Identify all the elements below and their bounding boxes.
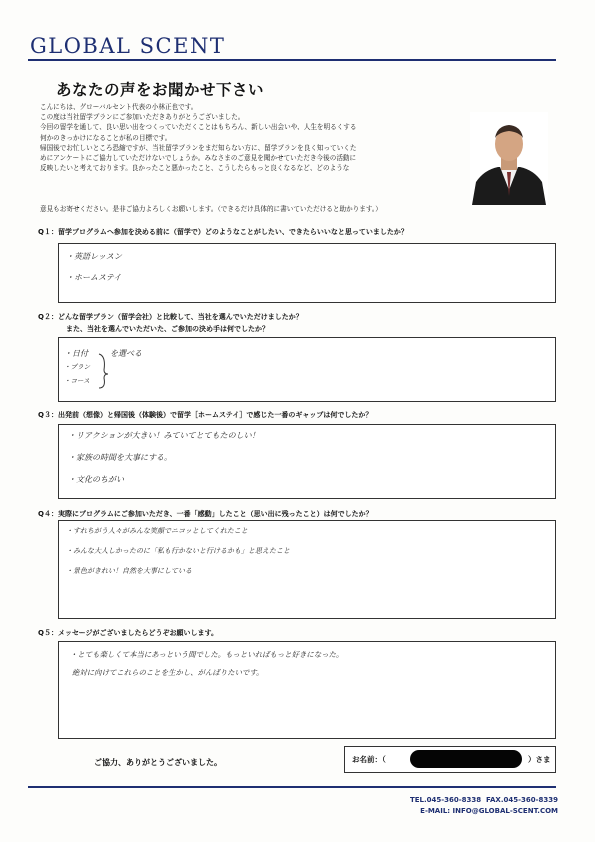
answer-4-line: ・景色がきれい！自然を大事にしている <box>66 567 192 575</box>
answer-5-line: 絶対に向けてこれらのことを生かし、がんばりたいです。 <box>72 668 264 677</box>
answer-3-line: ・文化のちがい <box>68 475 124 484</box>
answer-3-line: ・リアクションが大きい！みていてとてもたのしい！ <box>68 431 260 440</box>
intro-line: 今回の留学を通して、良い思い出をつくっていただくことはもちろん、新しい出会いや、人生を明るくする <box>40 123 357 132</box>
bottom-divider <box>28 786 556 788</box>
brace-mark <box>96 352 110 390</box>
intro-line-last: 意見もお寄せください。是非ご協力よろしくお願いします。（できるだけ具体的に書いていただけると助かります。） <box>40 205 382 213</box>
redaction-mark <box>410 750 522 768</box>
fax-number: FAX.045-360-8339 <box>486 796 558 804</box>
intro-line: 反映したいと考えております。良かったこと悪かったこと、こうしたらもっと良くなるなど、どのような <box>40 164 350 173</box>
answer-2-line: ・日付 <box>64 349 88 358</box>
answer-1-line: ・英語レッスン <box>66 252 122 261</box>
intro-line: めにアンケートにご協力していただけないでしょうか。みなさまのご意見を聞かせていただき今後の活動に <box>40 154 357 163</box>
thanks-text: ご協力、ありがとうございました。 <box>94 758 222 767</box>
answer-2-line: ・プラン <box>64 363 90 371</box>
answer-box-2 <box>58 337 556 402</box>
intro-line: こんにちは、グローバルセント代表の小林正也です。 <box>40 103 198 111</box>
page-title: あなたの声をお聞かせ下さい <box>56 81 265 99</box>
intro-line: 帰国後でお忙しいところ恐縮ですが、当社留学プランをまだ知らない方に、留学プランを良く知っていくた <box>40 143 357 152</box>
answer-4-line: ・すれちがう人々がみんな笑顔でニコッとしてくれたこと <box>66 527 248 535</box>
contact-info <box>380 795 558 817</box>
logo: GLOBAL SCENT <box>30 34 226 58</box>
portrait-photo <box>470 112 548 205</box>
answer-5-line: ・とても楽しくて本当にあっという間でした。もっといればもっと好きになった。 <box>70 650 344 659</box>
answer-3-line: ・家族の時間を大事にする。 <box>68 453 172 462</box>
intro-text <box>40 102 478 173</box>
intro-line: この度は当社留学プランにご参加いただきありがとうございました。 <box>40 113 245 122</box>
intro-line: 何かのきっかけになることが私の目標です。 <box>40 133 172 142</box>
answer-1-line: ・ホームステイ <box>66 273 122 282</box>
answer-4-line: ・みんな大人しかったのに「私も行かないと行けるかも」と思えたこと <box>66 547 290 555</box>
top-divider <box>28 59 556 61</box>
question-5: Q５：メッセージがございましたらどうぞお願いします。 <box>38 629 218 637</box>
question-4: Q４：実際にプログラムにご参加いただき、一番「感動」したこと（思い出に残ったこと）は何でしたか？ <box>38 510 373 518</box>
question-2-sub: また、当社を選んでいただいた、ご参加の決め手は何でしたか？ <box>66 325 269 333</box>
question-2: Q２：どんな留学プラン（留学会社）と比較して、当社を選んでいただけましたか？ <box>38 313 303 321</box>
answer-2-line: ・コース <box>64 377 90 385</box>
tel-number: TEL.045-360-8338 <box>409 796 482 804</box>
answer-2-line: を選べる <box>110 349 142 358</box>
question-3: Q３：出発前（想像）と帰国後（体験後）で留学［ホームステイ］で感じた一番のギャップは何でしたか？ <box>38 411 373 419</box>
question-1: Q１：留学プログラムへ参加を決める前に（留学で）どのようなことがしたい、できたらいいなと思っていましたか？ <box>38 228 408 236</box>
answer-box-1 <box>58 243 556 303</box>
name-suffix: ）さま <box>528 755 551 764</box>
name-label: お名前：（ <box>352 755 386 764</box>
email-address: E-MAIL: INFO@GLOBAL-SCENT.COM <box>420 807 558 815</box>
